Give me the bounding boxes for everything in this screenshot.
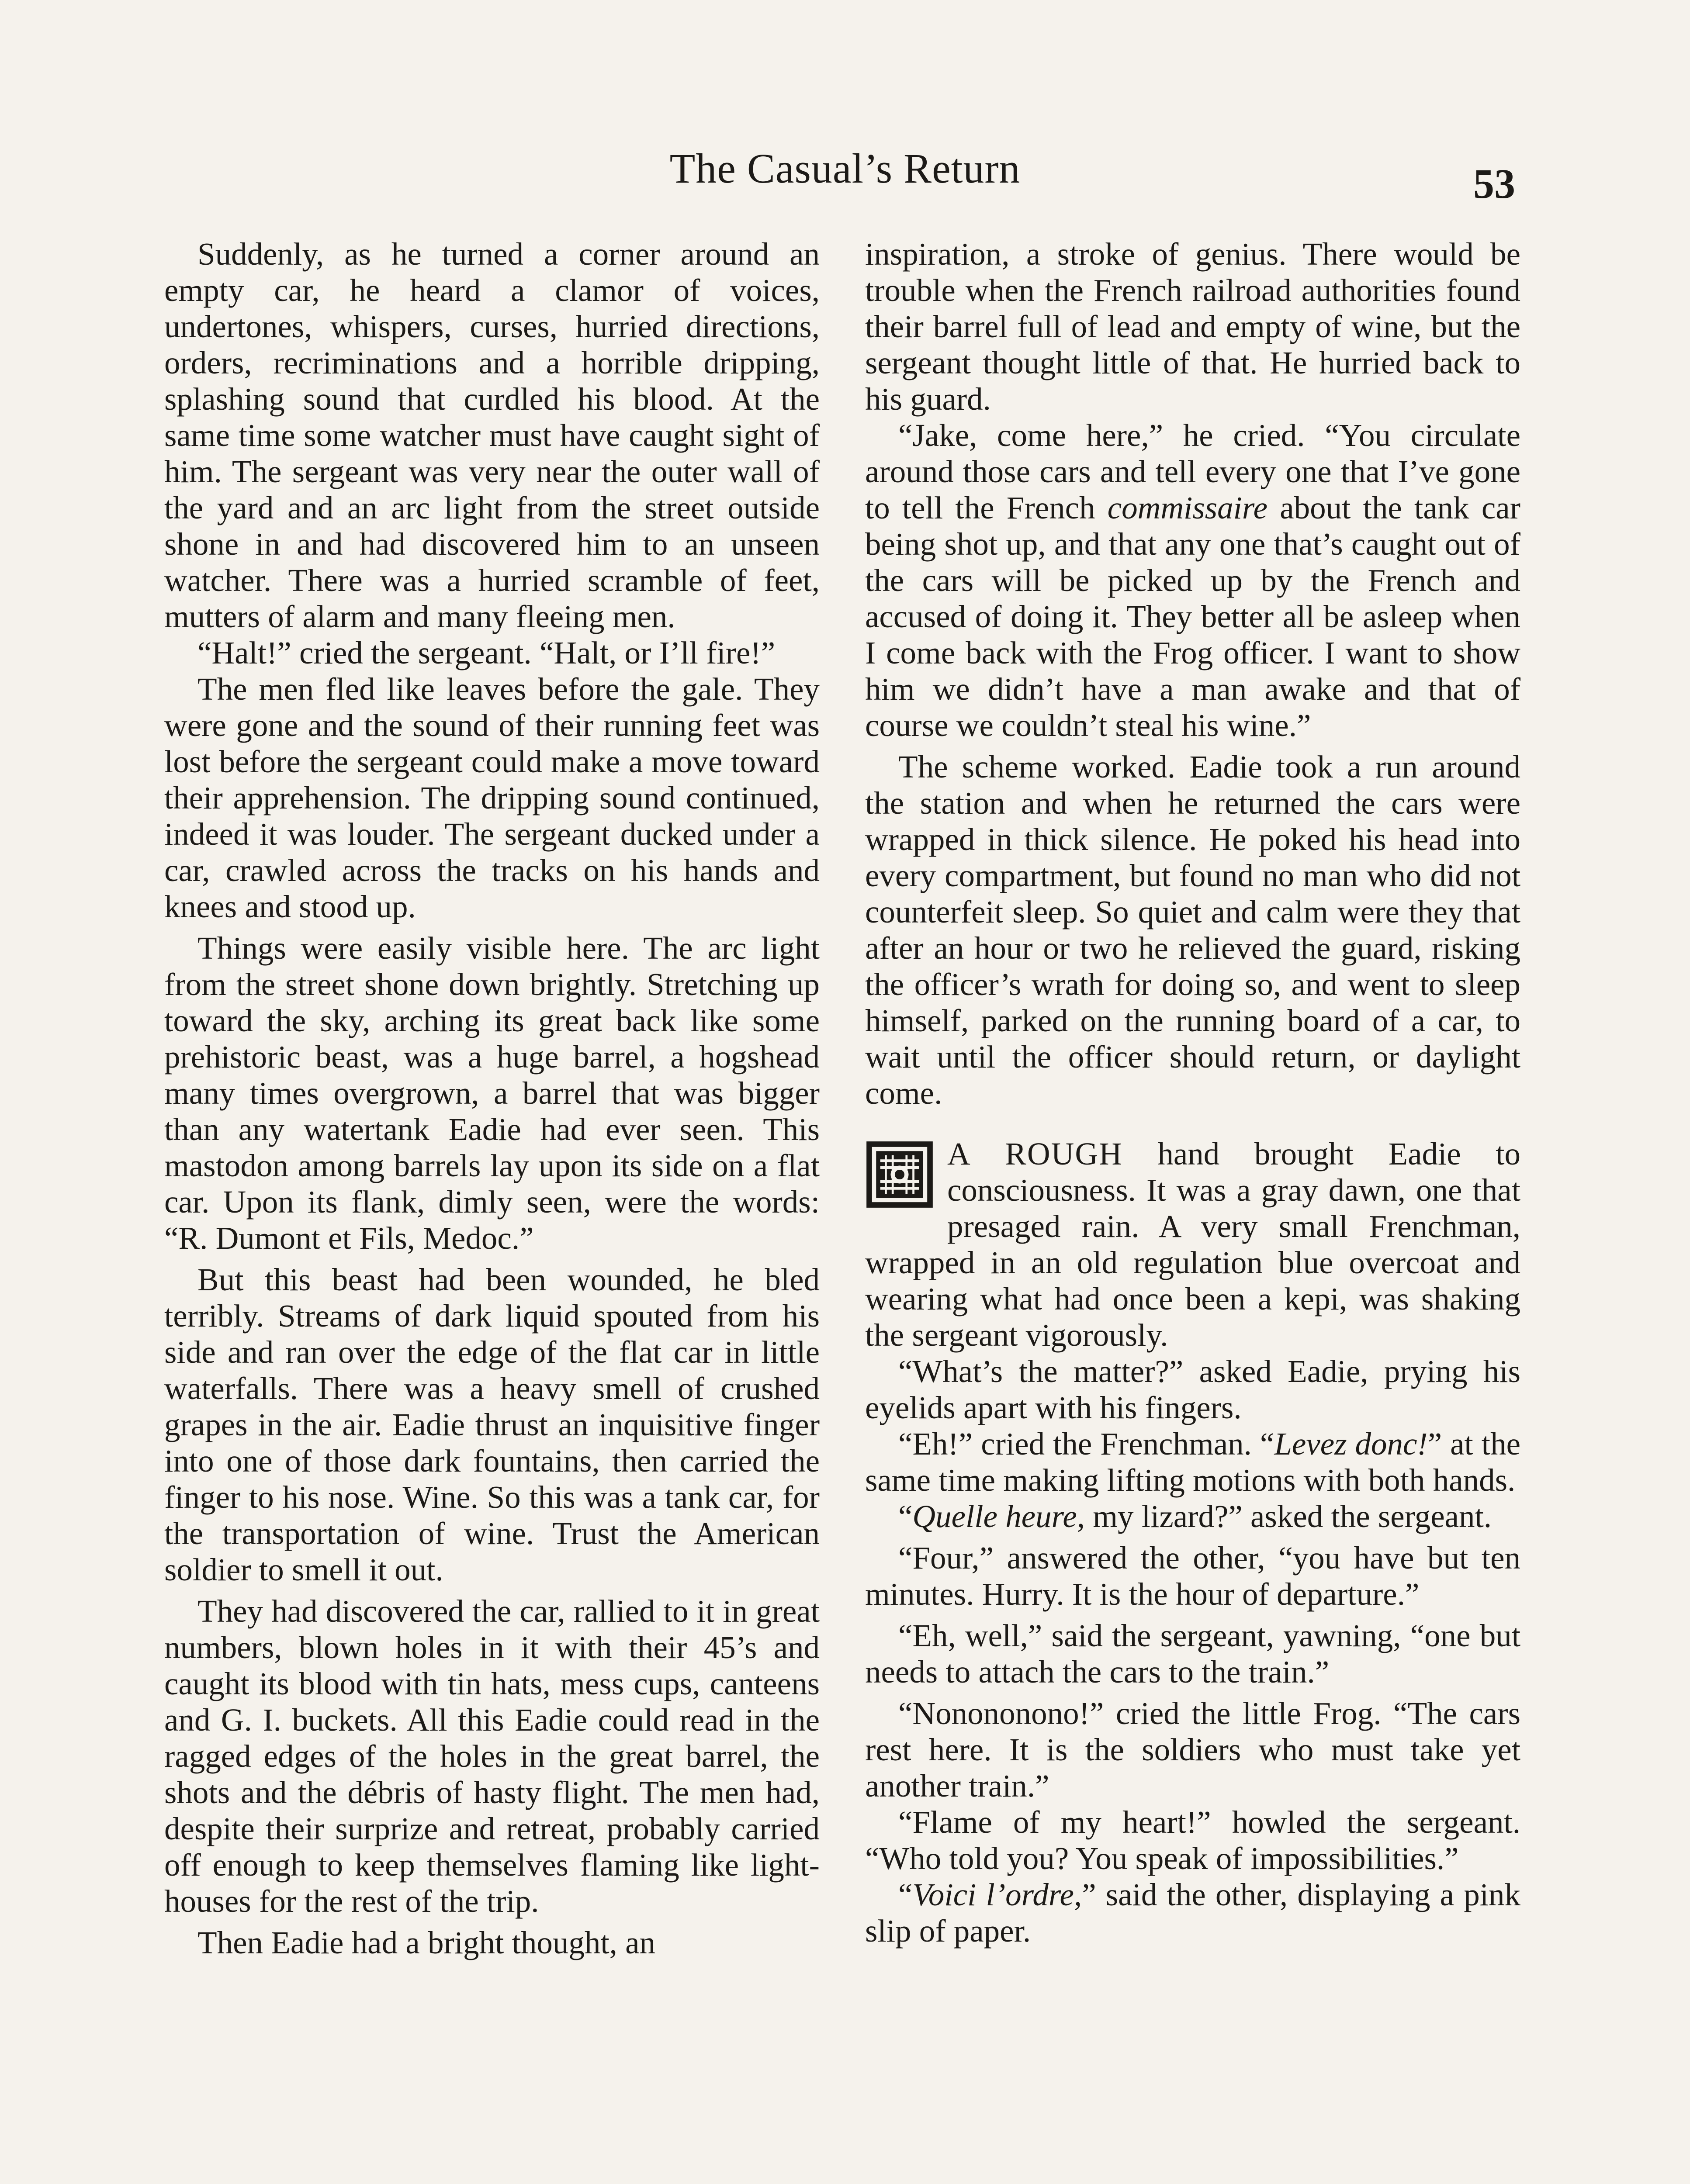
- paragraph: Then Eadie had a bright thought, an: [197, 1925, 656, 1960]
- paragraph: “Eh, well,” said the sergeant, yawning, “one but needs to attach the cars to the train.”: [865, 1618, 1520, 1690]
- paragraph: They had discovered the car, rallied to it in great numbers, blown holes in it with their 45’s and caught its blood with tin hats, mess cups, canteens and G. I. buckets. All this Eadie could read in the ragged edges of the holes in the great barrel, the shots and the débris of hasty flight. The men had, despite their surprize and retreat, probably carried off enough to keep themselves flaming like light-houses for the rest of the trip.: [164, 1593, 820, 1919]
- text-run: “: [898, 1499, 913, 1534]
- paragraph: [865, 1498, 1520, 1534]
- italic-text: Quelle heure,: [912, 1499, 1085, 1534]
- page-number: 53: [1473, 160, 1515, 207]
- ornamental-square-icon: [865, 1140, 934, 1209]
- italic-text: commissaire: [1107, 490, 1268, 525]
- paragraph: “What’s the matter?” asked Eadie, prying his eyelids apart with his fingers.: [865, 1354, 1520, 1425]
- paragraph: But this beast had been wounded, he bled terribly. Streams of dark liquid spouted from his side and ran over the edge of the flat car in little waterfalls. There was a heavy smell of crushed grapes in the air. Eadie thrust an inquisitive finger into one of those dark fountains, then carried the finger to his nose. Wine. So this was a tank car, for the transportation of wine. Trust the American soldier to smell it out.: [164, 1262, 820, 1587]
- text-run: about the tank car being shot up, and that any one that’s caught out of the cars will be picked up by the French and accused of doing it. They better all be asleep when I come back with the Frog officer. I want to show him we didn’t have a man awake and that of course we couldn’t steal his wine.”: [865, 490, 1520, 743]
- text-run: my lizard?” asked the sergeant.: [1085, 1499, 1492, 1534]
- paragraph: The men fled like leaves before the gale. They were gone and the sound of their running feet was lost before the sergeant could make a move toward their apprehension. The dripping sound continued, indeed it was louder. The sergeant ducked under a car, crawled across the tracks on his hands and knees and stood up.: [164, 671, 820, 924]
- paragraph: [865, 417, 1520, 743]
- paragraph: “Four,” answered the other, “you have but ten minutes. Hurry. It is the hour of departure.”: [865, 1540, 1520, 1612]
- paragraph: [865, 1426, 1520, 1498]
- running-head-title: The Casual’s Return: [669, 145, 1021, 192]
- paragraph: inspiration, a stroke of genius. There would be trouble when the French railroad authorities found their barrel full of lead and empty of wine, but the sergeant thought little of that. He hurried back to his guard.: [865, 236, 1520, 417]
- right-column: [865, 236, 1520, 1949]
- paragraph: “Nonononono!” cried the little Frog. “The cars rest here. It is the soldiers who must take yet another train.”: [865, 1696, 1520, 1804]
- paragraph: “Flame of my heart!” howled the sergeant. “Who told you? You speak of impossibilities.”: [865, 1804, 1520, 1876]
- section-opening-paragraph: [865, 1136, 1520, 1353]
- italic-text: Voici l’ordre,: [912, 1877, 1082, 1912]
- text-run: ” at the same time making lifting motions with both hands.: [865, 1426, 1520, 1498]
- text-run: “: [898, 1877, 913, 1912]
- paragraph: “Halt!” cried the sergeant. “Halt, or I’ll fire!”: [197, 635, 776, 670]
- italic-text: Levez donc!: [1274, 1426, 1428, 1462]
- text-run: “Jake, come here,” he cried. “You circulate around those cars and tell every one that I’ve gone to tell the French: [865, 418, 1520, 525]
- left-column: [164, 236, 820, 1961]
- text-run: hand brought Eadie to consciousness. It was a gray dawn, one that presaged rain. A very small Frenchman, wrapped in an old regulation blue overcoat and wearing what had once been a kepi, was shaking the sergeant vigorously.: [865, 1136, 1520, 1353]
- paragraph: [865, 1876, 1520, 1949]
- paragraph: Things were easily visible here. The arc light from the street shone down brightly. Stretching up toward the sky, arching its great back like some prehistoric beast, was a huge barrel, a hogshead many times overgrown, a barrel that was bigger than any watertank Eadie had ever seen. This mastodon among barrels lay upon its side on a flat car. Upon its flank, dimly seen, were the words: “R. Dumont et Fils, Medoc.”: [164, 930, 820, 1256]
- small-caps-lead: A ROUGH: [947, 1136, 1123, 1171]
- paragraph: Suddenly, as he turned a corner around an empty car, he heard a clamor of voices, undertones, whispers, curses, hurried directions, orders, recriminations and a horrible dripping, splashing sound that curdled his blood. At the same time some watcher must have caught sight of him. The sergeant was very near the outer wall of the yard and an arc light from the street outside shone in and had discovered him to an unseen watcher. There was a hurried scramble of feet, mutters of alarm and many fleeing men.: [164, 236, 820, 634]
- text-run: “Eh!” cried the Frenchman. “: [898, 1426, 1274, 1462]
- paragraph: The scheme worked. Eadie took a run around the station and when he returned the cars were wrapped in thick silence. He poked his head into every compartment, but found no man who did not counterfeit sleep. So quiet and calm were they that after an hour or two he relieved the guard, risking the officer’s wrath for doing so, and went to sleep himself, parked on the running board of a car, to wait until the officer should return, or daylight come.: [865, 749, 1520, 1111]
- text-run: ” said the other, displaying a pink slip of paper.: [865, 1877, 1520, 1949]
